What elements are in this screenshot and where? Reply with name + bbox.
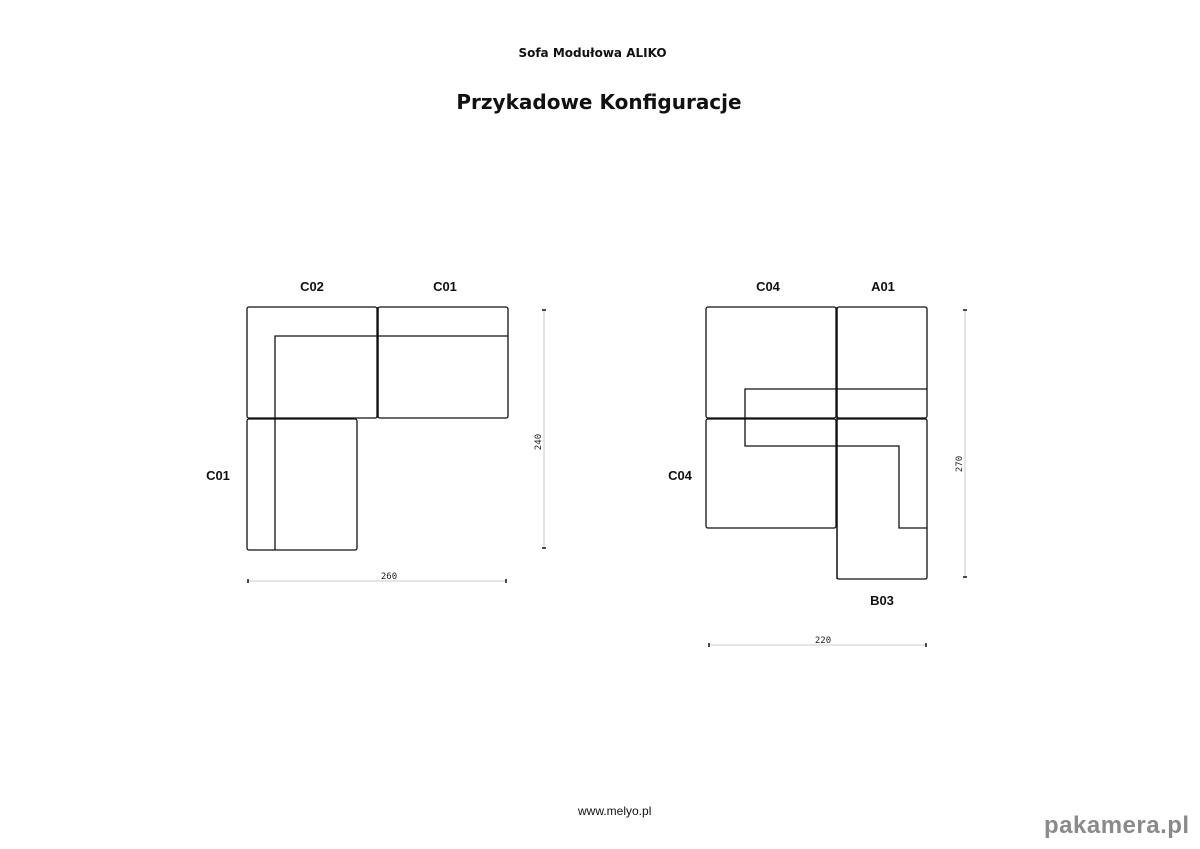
config-right xyxy=(668,279,967,647)
module-c04-side xyxy=(706,419,836,528)
label-c04-top: C04 xyxy=(756,279,780,294)
product-subtitle: Sofa Modułowa ALIKO xyxy=(518,46,667,60)
footer-url: www.melyo.pl xyxy=(578,804,652,818)
width-dim-label: 220 xyxy=(814,636,832,646)
module-c01-top xyxy=(378,307,508,418)
height-dim-label: 270 xyxy=(955,455,965,473)
module-c04-top xyxy=(706,307,836,418)
label-c01-top: C01 xyxy=(433,279,457,294)
label-a01: A01 xyxy=(871,279,895,294)
label-c01-side: C01 xyxy=(206,468,230,483)
height-dim-label: 240 xyxy=(534,433,544,451)
label-b03: B03 xyxy=(870,593,894,608)
label-c02: C02 xyxy=(300,279,324,294)
config-left xyxy=(206,279,546,583)
module-a01 xyxy=(837,307,927,418)
watermark-logo: pakamera.pl xyxy=(1044,812,1190,839)
module-c02 xyxy=(247,307,377,418)
backrest-line xyxy=(275,336,508,550)
page-title: Przykadowe Konfiguracje xyxy=(456,90,742,114)
label-c04-side: C04 xyxy=(668,468,692,483)
module-b03 xyxy=(837,419,927,579)
module-c01-side xyxy=(247,419,357,550)
width-dim-label: 260 xyxy=(380,572,398,582)
